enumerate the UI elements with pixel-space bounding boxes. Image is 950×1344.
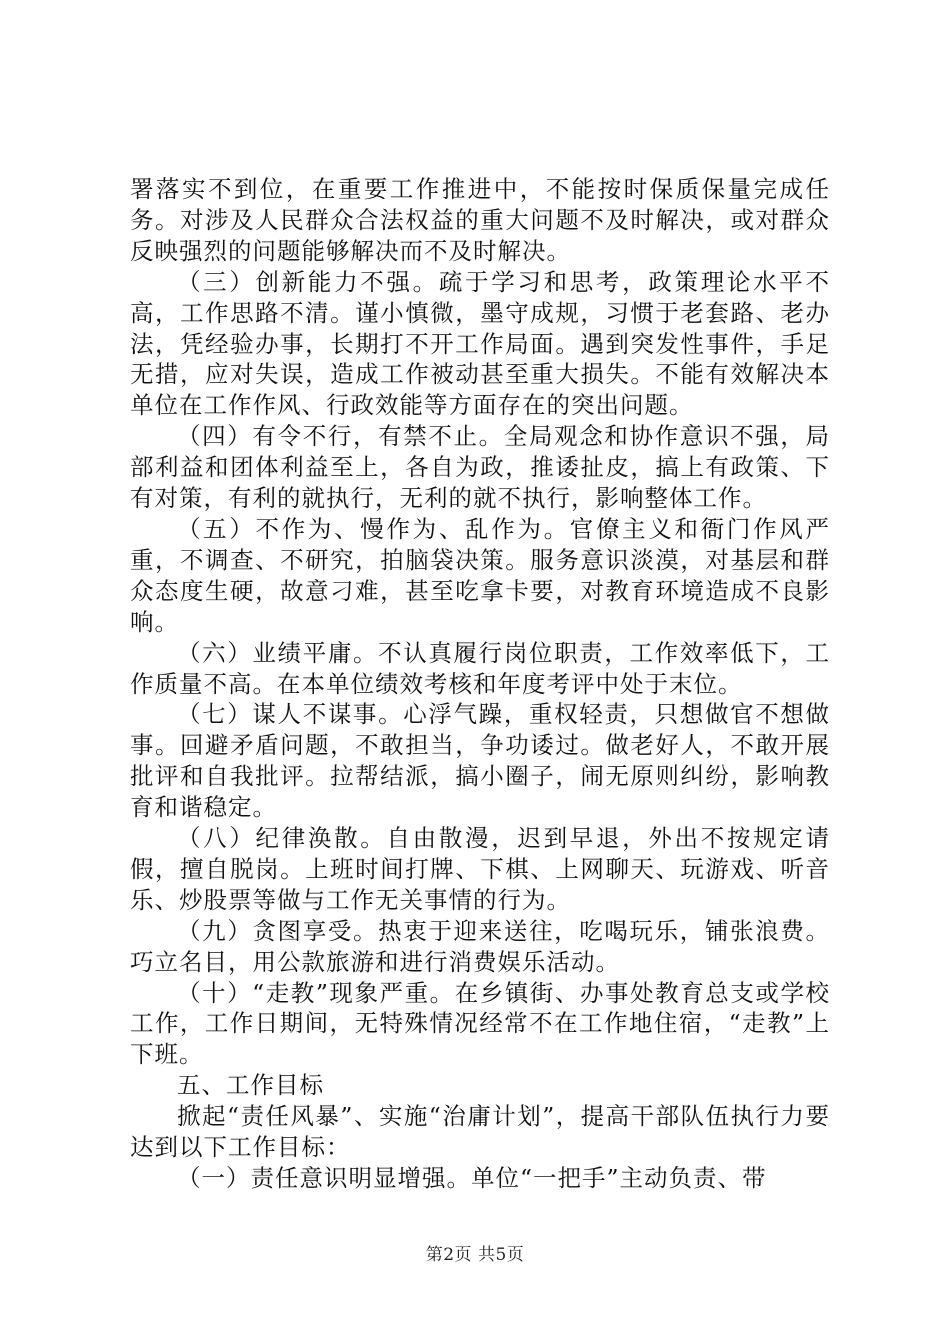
page-number-footer: 第2页 共5页 — [425, 1245, 525, 1265]
paragraph: （十）“走教”现象严重。在乡镇街、办事处教育总支或学校工作，工作日期间，无特殊情况经常不在工作地住宿，“走教”上下班。 — [130, 978, 830, 1069]
paragraph: （三）创新能力不强。疏于学习和思考，政策理论水平不高，工作思路不清。谨小慎微，墨守成规，习惯于老套路、老办法，凭经验办事，长期打不开工作局面。遇到突发性事件，手足无措，应对失误，造成工作被动甚至重大损失。不能有效解决本单位在工作作风、行政效能等方面存在的突出问题。 — [130, 267, 830, 420]
paragraph: （一）责任意识明显增强。单位“一把手”主动负责、带 — [177, 1164, 767, 1192]
paragraph: （九）贪图享受。热衷于迎来送往，吃喝玩乐，铺张浪费。巧立名目，用公款旅游和进行消费娱乐活动。 — [130, 916, 830, 976]
paragraph: （五）不作为、慢作为、乱作为。官僚主义和衙门作风严重，不调查、不研究，拍脑袋决策。服务意识淡漠，对基层和群众态度生硬，故意刁难，甚至吃拿卡要，对教育环境造成不良影响。 — [130, 514, 830, 636]
paragraph: （八）纪律涣散。自由散漫，迟到早退，外出不按规定请假，擅自脱岗。上班时间打牌、下棋、上网聊天、玩游戏、听音乐、炒股票等做与工作无关事情的行为。 — [130, 824, 830, 914]
paragraph: （七）谋人不谋事。心浮气躁，重权轻责，只想做官不想做事。回避矛盾问题，不敢担当，争功诿过。做老好人，不敢开展批评和自我批评。拉帮结派，搞小圈子，闹无原则纠纷，影响教育和谐稳定。 — [130, 700, 830, 822]
paragraph: 署落实不到位，在重要工作推进中，不能按时保质保量完成任务。对涉及人民群众合法权益的重大问题不及时解决，或对群众反映强烈的问题能够解决而不及时解决。 — [130, 175, 830, 265]
document-body — [130, 174, 830, 1194]
paragraph: （四）有令不行，有禁不止。全局观念和协作意识不强，局部利益和团体利益至上，各自为政，推诿扯皮，搞上有政策、下有对策，有利的就执行，无利的就不执行，影响整体工作。 — [130, 422, 830, 513]
section-heading: 五、工作目标 — [177, 1071, 324, 1100]
paragraph: 掀起“责任风暴”、实施“治庸计划”，提高干部队伍执行力要达到以下工作目标： — [130, 1102, 830, 1162]
paragraph: （六）业绩平庸。不认真履行岗位职责，工作效率低下，工作质量不高。在本单位绩效考核和年度考评中处于末位。 — [130, 638, 830, 698]
